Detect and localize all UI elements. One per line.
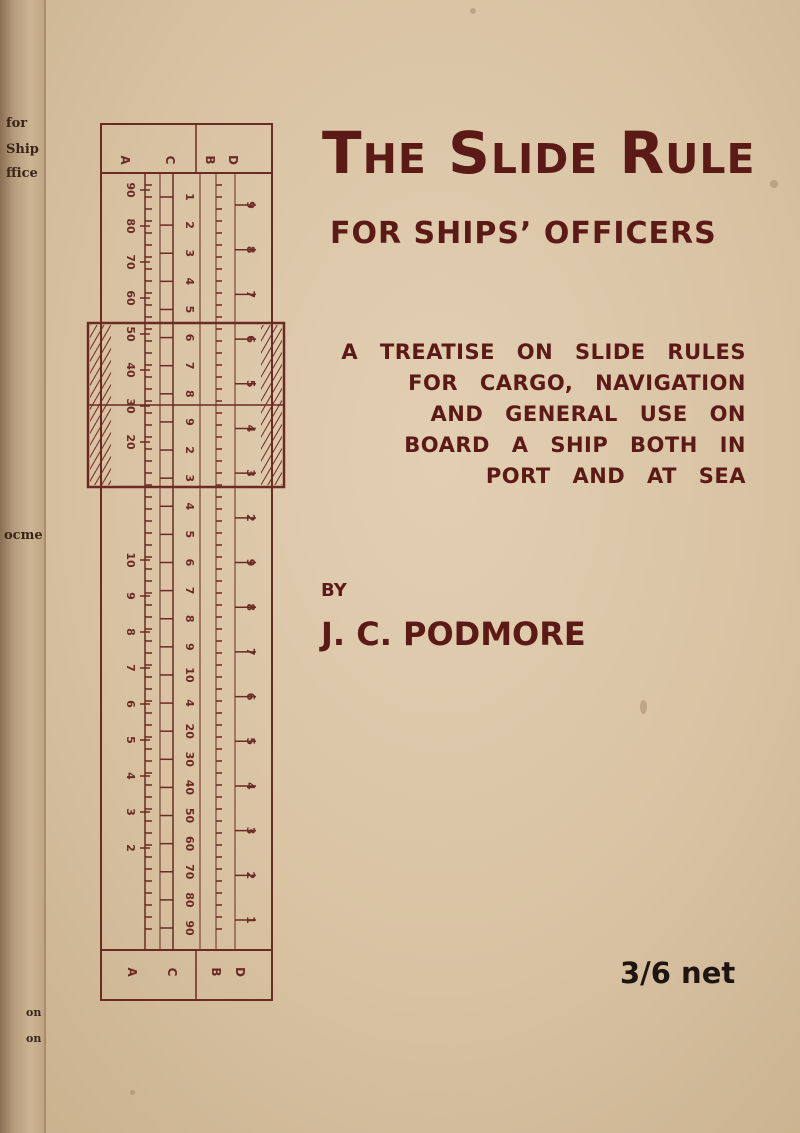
scale-label: 6 [183, 558, 196, 567]
scale-label: 3 [244, 826, 257, 835]
scale-letter-c: C [165, 967, 179, 977]
scale-label: 8 [244, 603, 257, 612]
scale-label: 6 [244, 335, 257, 343]
scale-labels [124, 182, 257, 936]
scale-label: 40 [124, 362, 137, 378]
scale-label: 80 [124, 218, 137, 234]
cursor-hatch-right [261, 325, 282, 485]
scale-letter-c: C [163, 155, 177, 165]
spine-fragment: on [26, 1032, 42, 1045]
scale-label: 9 [244, 201, 257, 209]
description-line: AND GENERAL USE ON [430, 402, 746, 426]
scale-label: 4 [183, 699, 196, 707]
scale-label: 70 [124, 254, 137, 270]
scale-letter-a: A [118, 155, 132, 165]
scale-label: 1 [183, 193, 196, 201]
spine-fragment: on [26, 1006, 42, 1019]
scale-label: 5 [183, 530, 196, 539]
scale-label: 60 [183, 835, 196, 852]
scale-label: 9 [124, 592, 137, 600]
scale-label: 30 [183, 751, 196, 767]
scale-label: 4 [244, 424, 257, 433]
scale-letter-d: D [226, 155, 240, 165]
description-line: BOARD A SHIP BOTH IN [404, 433, 746, 457]
scale-label: 8 [124, 628, 137, 636]
scale-label: 6 [183, 333, 196, 342]
book-title: The Slide Rule [322, 119, 756, 187]
scale-letter-a: A [125, 967, 139, 977]
scale-label: 1 [244, 916, 257, 924]
scale-label: 2 [124, 844, 137, 852]
scale-letter-d: D [233, 967, 247, 977]
scale-label: 10 [183, 667, 196, 683]
scale-label: 30 [124, 398, 137, 414]
paper-stain [640, 700, 647, 714]
description-line: FOR CARGO, NAVIGATION [408, 371, 746, 395]
scale-label: 2 [244, 871, 257, 880]
scale-letter-b: B [209, 967, 223, 977]
scale-label: 20 [124, 434, 137, 450]
scale-label: 7 [183, 586, 196, 595]
scale-label: 6 [244, 692, 257, 701]
spine-fragment: Ship [6, 142, 39, 157]
scale-label: 2 [244, 513, 257, 522]
scale-label: 3 [183, 249, 196, 258]
scale-label: 3 [124, 808, 137, 816]
scale-label: 7 [244, 290, 257, 299]
scale-label: 4 [183, 502, 196, 511]
scale-label: 7 [124, 664, 137, 672]
scale-label: 8 [244, 245, 257, 254]
paper-stain [770, 180, 778, 188]
scale-label: 4 [124, 772, 137, 780]
scale-label: 9 [183, 418, 196, 426]
rule-ticks [140, 185, 256, 929]
scale-label: 8 [183, 614, 196, 623]
book-description [326, 337, 746, 492]
scale-label: 5 [244, 737, 257, 746]
scale-label: 90 [183, 920, 196, 936]
scale-label: 10 [124, 552, 137, 568]
scale-label: 60 [124, 290, 137, 306]
scale-label: 20 [183, 723, 196, 739]
spine-fragment: for [6, 116, 28, 131]
scale-label: 3 [244, 469, 257, 477]
scale-label: 5 [183, 305, 196, 314]
cursor-hatch-left [90, 325, 111, 485]
scale-label: 50 [124, 326, 137, 342]
description-line: A TREATISE ON SLIDE RULES [341, 340, 746, 364]
scale-label: 70 [183, 864, 196, 880]
scale-label: 9 [183, 643, 196, 651]
paper-stain [130, 1090, 135, 1095]
scale-letter-b: B [203, 155, 217, 165]
scale-label: 80 [183, 892, 196, 908]
scale-label: 7 [244, 648, 257, 656]
scale-label: 2 [183, 446, 196, 454]
scale-label: 4 [183, 277, 196, 286]
author-name: J. C. PODMORE [321, 615, 586, 653]
scale-label: 9 [244, 558, 257, 567]
description-line: PORT AND AT SEA [485, 464, 746, 488]
scale-label: 50 [183, 807, 196, 824]
scale-label: 8 [183, 389, 196, 398]
scale-label: 5 [244, 379, 257, 388]
paper-stain [470, 8, 476, 14]
scale-label: 4 [244, 782, 257, 790]
spine-fragment: ocme [4, 528, 43, 543]
scale-label: 40 [183, 779, 196, 796]
scale-label: 7 [183, 361, 196, 370]
scale-label: 3 [183, 474, 196, 482]
scale-label: 2 [183, 221, 196, 229]
scale-label: 5 [124, 736, 137, 744]
spine-fragment: ffice [6, 166, 38, 181]
price-label: 3/6 net [620, 956, 736, 990]
scale-label: 90 [124, 182, 137, 198]
scale-label: 6 [124, 700, 137, 708]
by-label: BY [321, 580, 347, 601]
book-subtitle: FOR SHIPS’ OFFICERS [330, 216, 717, 251]
